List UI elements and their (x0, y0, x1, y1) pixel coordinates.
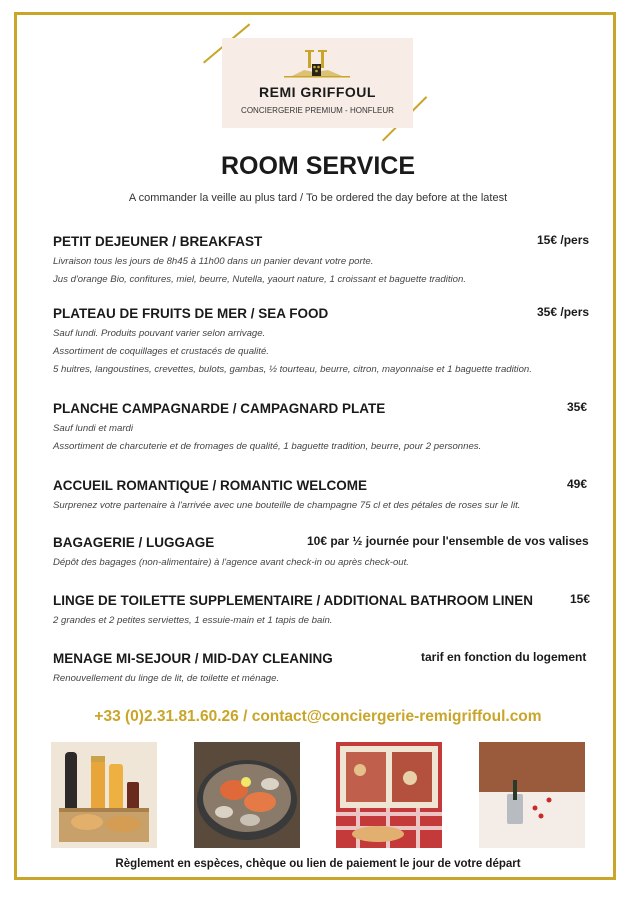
menu-item-campagnard-plate (53, 400, 595, 456)
item-price: 35€ (567, 400, 588, 414)
item-description: 2 grandes et 2 petites serviettes, 1 essuie-main et 1 tapis de bain. (53, 615, 333, 626)
item-name: MENAGE MI-SEJOUR / MID-DAY CLEANING (53, 651, 333, 666)
item-price: tarif en fonction du logement (421, 650, 587, 664)
menu-item-romantic-welcome (53, 477, 595, 515)
menu-item-bathroom-linen (53, 592, 595, 630)
page-title: ROOM SERVICE (220, 152, 416, 180)
item-description: Dépôt des bagages (non-alimentaire) à l'agence avant check-in ou après check-out. (53, 557, 409, 568)
item-description: Renouvellement du linge de lit, de toilette et ménage. (53, 673, 280, 684)
seafood-platter-photo (194, 742, 300, 848)
brand-name: REMI GRIFFOUL (259, 84, 376, 100)
contact-info: +33 (0)2.31.81.60.26 / contact@conciergerie-remigriffoul.com (94, 708, 542, 725)
menu-item-luggage (53, 534, 595, 572)
item-description: Livraison tous les jours de 8h45 à 11h00 dans un panier devant votre porte. (53, 256, 374, 267)
item-name: PLATEAU DE FRUITS DE MER / SEA FOOD (53, 306, 329, 321)
logo (222, 38, 413, 128)
item-price: 35€ /pers (537, 305, 590, 319)
item-price: 15€ /pers (537, 233, 590, 247)
item-name: PLANCHE CAMPAGNARDE / CAMPAGNARD PLATE (53, 401, 386, 416)
page-subtitle: A commander la veille au plus tard / To be ordered the day before at the latest (128, 192, 508, 204)
honfleur-skyline-icon (284, 44, 350, 80)
item-name: PETIT DEJEUNER / BREAKFAST (53, 234, 263, 249)
item-description: Assortiment de coquillages et crustacés de qualité. (53, 346, 269, 357)
item-description: Sauf lundi. Produits pouvant varier selon arrivage. (53, 328, 266, 339)
charcuterie-plate-photo (336, 742, 442, 848)
item-name: BAGAGERIE / LUGGAGE (53, 535, 215, 550)
item-description: Assortiment de charcuterie et de fromages de qualité, 1 baguette tradition, beurre, pour 2 personnes. (53, 441, 482, 452)
menu-item-mid-day-cleaning (53, 650, 595, 688)
item-price: 49€ (567, 477, 588, 491)
item-description: 5 huitres, langoustines, crevettes, bulots, gambas, ½ tourteau, beurre, citron, mayonnaise et 1 baguette tradition. (53, 364, 532, 375)
item-name: ACCUEIL ROMANTIQUE / ROMANTIC WELCOME (53, 478, 367, 493)
menu-item-seafood (53, 305, 595, 379)
brand-tagline: CONCIERGERIE PREMIUM - HONFLEUR (241, 106, 394, 115)
item-description: Jus d'orange Bio, confitures, miel, beurre, Nutella, yaourt nature, 1 croissant et baguette tradition. (53, 274, 466, 285)
item-price: 10€ par ½ journée pour l'ensemble de vos valises (307, 534, 589, 548)
breakfast-basket-photo (51, 742, 157, 848)
item-description: Sauf lundi et mardi (53, 423, 133, 434)
payment-note: Règlement en espèces, chèque ou lien de paiement le jour de votre départ (115, 858, 521, 870)
romantic-welcome-photo (479, 742, 585, 848)
item-name: LINGE DE TOILETTE SUPPLEMENTAIRE / ADDITIONAL BATHROOM LINEN (53, 593, 534, 608)
item-description: Surprenez votre partenaire à l'arrivée avec une bouteille de champagne 75 cl et des pétales de roses sur le lit. (53, 500, 521, 511)
item-price: 15€ (570, 592, 591, 606)
menu-item-breakfast (53, 233, 595, 289)
